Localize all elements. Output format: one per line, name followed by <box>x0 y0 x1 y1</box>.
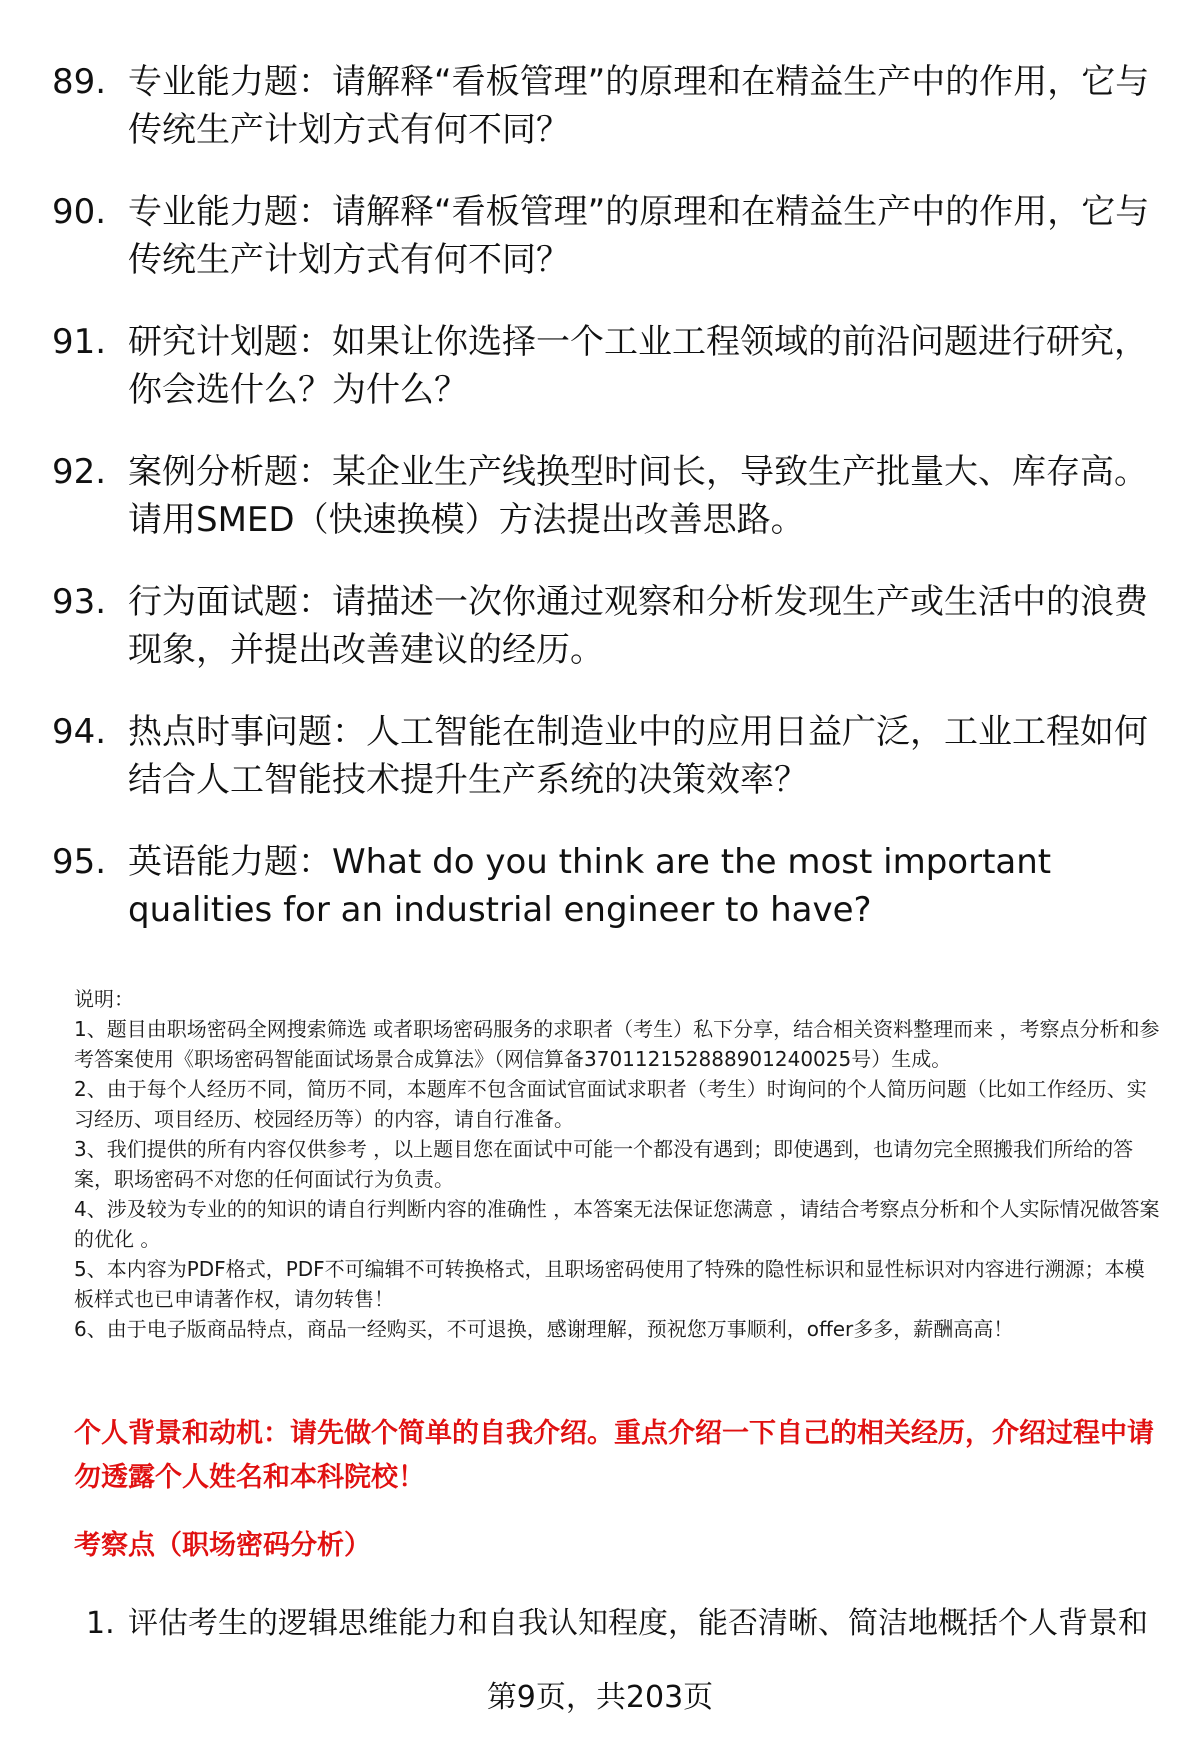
question-text: 英语能力题：What do you think are the most important qualities for an industrial engineer to have? <box>128 842 1052 930</box>
notes-section <box>74 984 1160 1344</box>
note-item: 5、本内容为PDF格式，PDF不可编辑不可转换格式，且职场密码使用了特殊的隐性标识和显性标识对内容进行溯源；本模板样式也已申请著作权，请勿转售！ <box>74 1257 1145 1311</box>
question-number: 89. <box>52 62 107 102</box>
page-footer: 第9页，共203页 <box>486 1680 714 1715</box>
question-text: 研究计划题：如果让你选择一个工业工程领域的前沿问题进行研究，你会选什么？为什么？ <box>128 322 1148 410</box>
question-item <box>52 188 1152 284</box>
question-number: 90. <box>52 192 107 232</box>
question-list <box>52 58 1152 968</box>
question-text: 专业能力题：请解释“看板管理”的原理和在精益生产中的作用，它与传统生产计划方式有何不同？ <box>128 192 1150 280</box>
question-item <box>52 58 1152 154</box>
assessment-points-heading: 考察点（职场密码分析） <box>74 1530 371 1561</box>
note-item: 4、涉及较为专业的的知识的请自行判断内容的准确性 ，本答案无法保证您满意 ，请结合考察点分析和个人实际情况做答案的优化 。 <box>74 1197 1160 1251</box>
assessment-point-text: 评估考生的逻辑思维能力和自我认知程度，能否清晰、简洁地概括个人背景和 <box>128 1606 1148 1641</box>
note-item: 3、我们提供的所有内容仅供参考 ，以上题目您在面试中可能一个都没有遇到；即使遇到，也请勿完全照搬我们所给的答案，职场密码不对您的任何面试行为负责。 <box>74 1137 1134 1191</box>
question-number: 95. <box>52 842 107 882</box>
question-item <box>52 838 1152 934</box>
question-number: 91. <box>52 322 107 362</box>
question-number: 92. <box>52 452 107 492</box>
notes-title: 说明： <box>74 987 134 1011</box>
background-question-heading: 个人背景和动机：请先做个简单的自我介绍。重点介绍一下自己的相关经历，介绍过程中请勿透露个人姓名和本科院校！ <box>74 1418 1154 1493</box>
question-item <box>52 708 1152 804</box>
assessment-point-item <box>86 1602 1176 1646</box>
question-number: 94. <box>52 712 107 752</box>
note-item: 1、题目由职场密码全网搜索筛选 或者职场密码服务的求职者（考生）私下分享，结合相关资料整理而来 ，考察点分析和参考答案使用《职场密码智能面试场景合成算法》（网信算备370112152888901240025号）生成。 <box>74 1017 1160 1071</box>
question-item <box>52 448 1152 544</box>
question-item <box>52 318 1152 414</box>
question-item <box>52 578 1152 674</box>
question-text: 热点时事问题：人工智能在制造业中的应用日益广泛，工业工程如何结合人工智能技术提升生产系统的决策效率？ <box>128 712 1148 800</box>
note-item: 6、由于电子版商品特点，商品一经购买，不可退换，感谢理解，预祝您万事顺利，offer多多，薪酬高高！ <box>74 1317 1014 1341</box>
question-text: 案例分析题：某企业生产线换型时间长，导致生产批量大、库存高。请用SMED（快速换模）方法提出改善思路。 <box>128 452 1148 540</box>
assessment-point-number: 1. <box>86 1606 115 1641</box>
question-text: 专业能力题：请解释“看板管理”的原理和在精益生产中的作用，它与传统生产计划方式有何不同？ <box>128 62 1150 150</box>
note-item: 2、由于每个人经历不同，简历不同，本题库不包含面试官面试求职者（考生）时询问的个人简历问题（比如工作经历、实习经历、项目经历、校园经历等）的内容，请自行准备。 <box>74 1077 1147 1131</box>
question-number: 93. <box>52 582 107 622</box>
question-text: 行为面试题：请描述一次你通过观察和分析发现生产或生活中的浪费现象，并提出改善建议的经历。 <box>128 582 1148 670</box>
